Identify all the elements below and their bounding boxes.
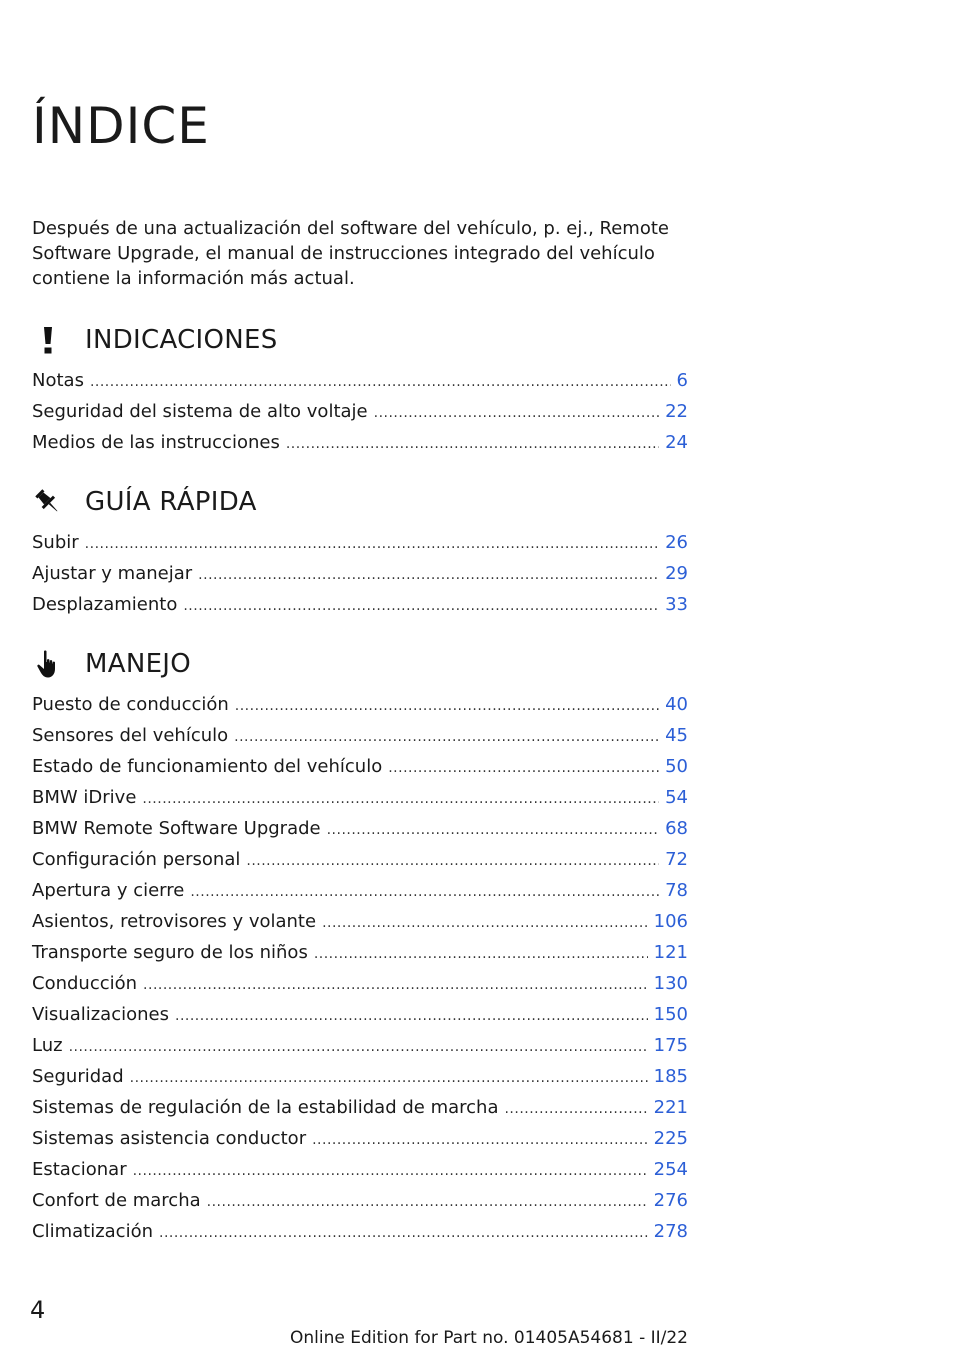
- toc-entry-page[interactable]: 121: [653, 942, 688, 963]
- toc-entry-label: Estacionar: [32, 1159, 127, 1180]
- toc-entry-label: Desplazamiento: [32, 594, 178, 615]
- toc-entry[interactable]: [32, 875, 688, 906]
- toc-entry[interactable]: [32, 1216, 688, 1247]
- section-title: GUÍA RÁPIDA: [85, 487, 257, 517]
- toc-entry[interactable]: [32, 1092, 688, 1123]
- toc-entry-label: Seguridad: [32, 1066, 124, 1087]
- dot-leader: [286, 429, 659, 460]
- section-header: [32, 644, 688, 684]
- toc-entry[interactable]: [32, 844, 688, 875]
- exclamation-icon: [32, 324, 64, 356]
- toc-entry-label: Apertura y cierre: [32, 880, 185, 901]
- toc-entry-label: Sensores del vehículo: [32, 725, 229, 746]
- toc-entry-label: Climatización: [32, 1221, 153, 1242]
- toc-entry[interactable]: [32, 1030, 688, 1061]
- toc-entry-label: Medios de las instrucciones: [32, 432, 280, 453]
- toc-list: [32, 365, 688, 458]
- toc-entry-page[interactable]: 276: [653, 1190, 688, 1211]
- toc-entry[interactable]: [32, 427, 688, 458]
- dot-leader: [69, 1032, 648, 1063]
- toc-entry[interactable]: [32, 999, 688, 1030]
- dot-leader: [234, 722, 659, 753]
- footer-edition: Online Edition for Part no. 01405A54681 - II/22: [289, 1328, 688, 1348]
- section-title: INDICACIONES: [85, 325, 278, 355]
- toc-entry-label: Transporte seguro de los niños: [32, 942, 308, 963]
- toc-entry-page[interactable]: 50: [665, 756, 688, 777]
- toc-entry-page[interactable]: 68: [665, 818, 688, 839]
- dot-leader: [327, 815, 659, 846]
- dot-leader: [388, 753, 659, 784]
- dot-leader: [190, 877, 659, 908]
- toc-entry-label: Visualizaciones: [32, 1004, 169, 1025]
- toc-entry[interactable]: [32, 813, 688, 844]
- dot-leader: [198, 560, 659, 591]
- toc-entry-page[interactable]: 33: [665, 594, 688, 615]
- toc-entry-label: Subir: [32, 532, 79, 553]
- toc-entry-page[interactable]: 29: [665, 563, 688, 584]
- page-title: ÍNDICE: [32, 97, 210, 155]
- toc-entry-label: Asientos, retrovisores y volante: [32, 911, 317, 932]
- toc-entry-label: Configuración personal: [32, 849, 241, 870]
- toc-entry-page[interactable]: 175: [653, 1035, 688, 1056]
- pointing-hand-icon: [32, 648, 64, 680]
- toc-entry-page[interactable]: 72: [665, 849, 688, 870]
- toc-entry[interactable]: [32, 558, 688, 589]
- toc-entry-page[interactable]: 130: [653, 973, 688, 994]
- toc-entry-label: Notas: [32, 370, 84, 391]
- toc-entry[interactable]: [32, 720, 688, 751]
- dot-leader: [207, 1187, 648, 1218]
- toc-entry-page[interactable]: 26: [665, 532, 688, 553]
- toc-entry[interactable]: [32, 1061, 688, 1092]
- toc-entry[interactable]: [32, 589, 688, 620]
- toc-entry-page[interactable]: 150: [653, 1004, 688, 1025]
- dot-leader: [504, 1094, 647, 1125]
- section-header: [32, 482, 688, 522]
- toc-entry[interactable]: [32, 751, 688, 782]
- dot-leader: [235, 691, 659, 722]
- dot-leader: [130, 1063, 648, 1094]
- toc-entry[interactable]: [32, 365, 688, 396]
- dot-leader: [175, 1001, 648, 1032]
- toc-entry-page[interactable]: 22: [665, 401, 688, 422]
- dot-leader: [85, 529, 659, 560]
- toc-entry-page[interactable]: 225: [653, 1128, 688, 1149]
- section-title: MANEJO: [85, 649, 192, 679]
- toc-entry-label: BMW Remote Software Upgrade: [32, 818, 321, 839]
- dot-leader: [246, 846, 659, 877]
- toc-entry-label: Conducción: [32, 973, 138, 994]
- toc-entry-page[interactable]: 185: [653, 1066, 688, 1087]
- toc-entry-page[interactable]: 106: [653, 911, 688, 932]
- dot-leader: [90, 367, 671, 398]
- dot-leader: [183, 591, 659, 622]
- toc-entry-page[interactable]: 78: [665, 880, 688, 901]
- toc-entry-page[interactable]: 40: [665, 694, 688, 715]
- toc-entry-page[interactable]: 45: [665, 725, 688, 746]
- pin-icon: [32, 486, 64, 518]
- dot-leader: [143, 970, 648, 1001]
- dot-leader: [159, 1218, 648, 1249]
- toc-entry[interactable]: [32, 396, 688, 427]
- toc-list: [32, 527, 688, 620]
- toc-entry-label: Ajustar y manejar: [32, 563, 193, 584]
- toc-entry[interactable]: [32, 1154, 688, 1185]
- dot-leader: [133, 1156, 648, 1187]
- toc-list: [32, 689, 688, 1247]
- section-manejo: [32, 644, 688, 1247]
- toc-entry[interactable]: [32, 689, 688, 720]
- toc-entry[interactable]: [32, 968, 688, 999]
- section-indicaciones: [32, 320, 688, 458]
- dot-leader: [312, 1125, 648, 1156]
- toc-entry[interactable]: [32, 937, 688, 968]
- toc-entry[interactable]: [32, 527, 688, 558]
- toc-entry-label: BMW iDrive: [32, 787, 137, 808]
- section-header: [32, 320, 688, 360]
- intro-text: Después de una actualización del software del vehículo, p. ej., Remote Software Upgrade, el manual de instrucciones integrado del vehículo contiene la información más actual.: [32, 218, 669, 289]
- toc-entry-page[interactable]: 24: [665, 432, 688, 453]
- dot-leader: [322, 908, 648, 939]
- toc-entry[interactable]: [32, 782, 688, 813]
- toc-entry-label: Sistemas asistencia conductor: [32, 1128, 307, 1149]
- toc-entry-page[interactable]: 254: [653, 1159, 688, 1180]
- page-number: 4: [30, 1296, 46, 1324]
- toc-entry[interactable]: [32, 1185, 688, 1216]
- toc-entry-page[interactable]: 221: [653, 1097, 688, 1118]
- toc-entry-label: Luz: [32, 1035, 63, 1056]
- dot-leader: [142, 784, 659, 815]
- dot-leader: [314, 939, 648, 970]
- toc-entry-label: Seguridad del sistema de alto voltaje: [32, 401, 368, 422]
- dot-leader: [374, 398, 659, 429]
- toc-entry-page[interactable]: 6: [676, 370, 688, 391]
- toc-entry-label: Sistemas de regulación de la estabilidad de marcha: [32, 1097, 499, 1118]
- toc-entry[interactable]: [32, 906, 688, 937]
- toc-entry-page[interactable]: 54: [665, 787, 688, 808]
- toc-entry-page[interactable]: 278: [653, 1221, 688, 1242]
- toc-entry-label: Puesto de conducción: [32, 694, 229, 715]
- section-guia-rapida: [32, 482, 688, 620]
- toc-entry[interactable]: [32, 1123, 688, 1154]
- toc-entry-label: Confort de marcha: [32, 1190, 201, 1211]
- toc-entry-label: Estado de funcionamiento del vehículo: [32, 756, 383, 777]
